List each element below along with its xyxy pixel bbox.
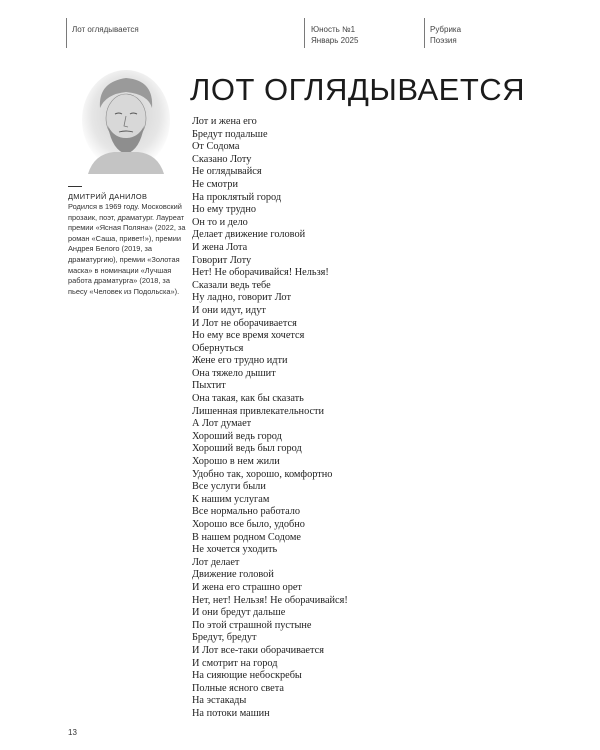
poem-line: Лот делает bbox=[192, 556, 240, 568]
poem-line: Ну ладно, говорит Лот bbox=[192, 292, 291, 304]
poem-line: Хороший ведь город bbox=[192, 430, 282, 442]
poem-line: Полные ясного света bbox=[192, 682, 284, 694]
poem-line: Лот и жена его bbox=[192, 116, 257, 127]
poem-line: Говорит Лоту bbox=[192, 254, 252, 266]
poem-line: И Лот все-таки оборачивается bbox=[192, 644, 324, 656]
poem-line: И они бредут дальше bbox=[192, 607, 286, 619]
poem-line: И Лот не оборачивается bbox=[192, 317, 297, 329]
poem-line: По этой страшной пустыне bbox=[192, 619, 312, 631]
poem-line: Она тяжело дышит bbox=[192, 367, 276, 379]
poem-line: Жене его трудно идти bbox=[192, 355, 288, 367]
poem-line: Она такая, как бы сказать bbox=[192, 393, 304, 405]
poem-line: В нашем родном Содоме bbox=[192, 531, 301, 543]
poem-line: Не хочется уходить bbox=[192, 544, 278, 556]
poem-line: А Лот думает bbox=[192, 418, 252, 430]
poem-line: Лишенная привлекательности bbox=[192, 405, 325, 417]
poem-line: И смотрит на город bbox=[192, 657, 278, 669]
poem-line: Хороший ведь был город bbox=[192, 443, 302, 455]
author-portrait bbox=[78, 68, 174, 174]
poem-line: Но ему все время хочется bbox=[192, 330, 305, 342]
poem-line: На эстакады bbox=[192, 695, 247, 707]
poem-line: На потоки машин bbox=[192, 707, 270, 719]
poem-line: Не оглядывайся bbox=[192, 166, 262, 178]
poem-text bbox=[192, 116, 348, 721]
poem-line: Делает движение головой bbox=[192, 229, 306, 241]
page-number: 13 bbox=[68, 728, 77, 737]
poem-line: Нет! Не оборачивайся! Нельзя! bbox=[192, 267, 329, 279]
poem-line: Но ему трудно bbox=[192, 204, 257, 216]
author-bio: Родился в 1969 году. Московский прозаик, поэт, драматург. Лауреат премии «Ясная Поляна» (2022, за роман «Саша, привет!»), премии Андрея Белого (2019, за драматургию), премии «Золотая маска» в номинации «Лучшая работа драматурга» (2018, за пьесу «Человек из Подольска»). bbox=[68, 202, 186, 296]
poem-line: Пыхтит bbox=[192, 380, 226, 392]
header-rubric-label: Рубрика bbox=[430, 25, 462, 34]
poem-line: Все нормально работало bbox=[192, 506, 301, 518]
bio-divider bbox=[68, 186, 82, 187]
header-divider bbox=[66, 18, 67, 48]
header-divider bbox=[304, 18, 305, 48]
poem-line: Бредут подальше bbox=[192, 128, 268, 140]
header-issue: Юность №1 bbox=[311, 25, 356, 34]
poem-line: Бредут, бредут bbox=[192, 632, 257, 644]
poem-line: Обернуться bbox=[192, 342, 244, 354]
page-title: ЛОТ ОГЛЯДЫВАЕТСЯ bbox=[190, 72, 526, 107]
header-rubric-value: Поэзия bbox=[430, 36, 457, 45]
header-date: Январь 2025 bbox=[311, 36, 359, 45]
poem-line: Сказали ведь тебе bbox=[192, 279, 271, 291]
poem-line: К нашим услугам bbox=[192, 493, 270, 505]
poem-line: Хорошо в нем жили bbox=[192, 456, 280, 468]
poem-line: И жена его страшно орет bbox=[192, 581, 302, 593]
poem-line: И жена Лота bbox=[192, 241, 248, 253]
poem-line: Удобно так, хорошо, комфортно bbox=[192, 468, 333, 480]
poem-line: Все услуги были bbox=[192, 481, 266, 493]
poem-line: На проклятый город bbox=[192, 191, 282, 203]
poem-line: Сказано Лоту bbox=[192, 153, 252, 165]
poem-line: Он то и дело bbox=[192, 216, 248, 228]
poem-line: Нет, нет! Нельзя! Не оборачивайся! bbox=[192, 594, 348, 606]
poem-line: Хорошо все было, удобно bbox=[192, 519, 305, 530]
poem-line: И они идут, идут bbox=[192, 304, 266, 316]
poem-line: Не смотри bbox=[192, 178, 238, 190]
header-divider bbox=[424, 18, 425, 48]
poem-line: На сияющие небоскребы bbox=[192, 670, 302, 682]
header-section: Лот оглядывается bbox=[72, 25, 139, 34]
author-name: ДМИТРИЙ ДАНИЛОВ bbox=[68, 192, 148, 201]
poem-line: От Содома bbox=[192, 141, 240, 153]
poem-line: Движение головой bbox=[192, 569, 274, 581]
